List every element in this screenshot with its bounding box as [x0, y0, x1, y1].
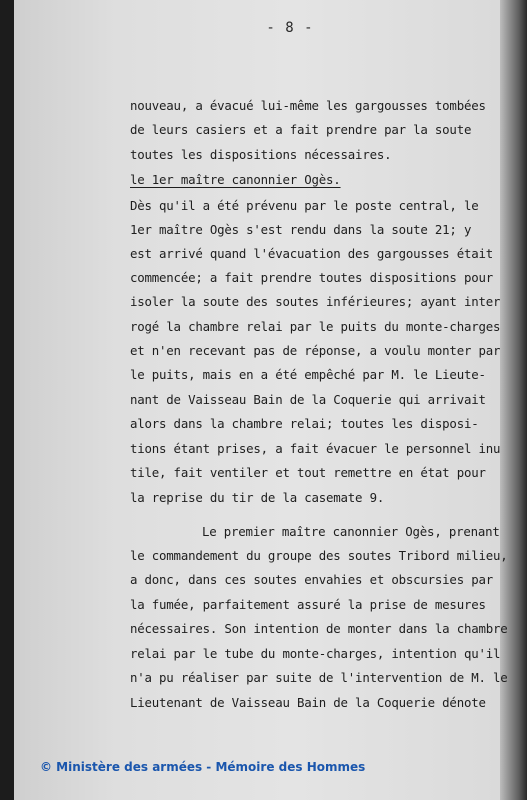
text-line: la fumée, parfaitement assuré la prise de mesures [130, 597, 486, 612]
text-line: toutes les dispositions nécessaires. [130, 147, 392, 162]
text-line: la reprise du tir de la casemate 9. [130, 490, 385, 505]
text-line: a donc, dans ces soutes envahies et obscursies par [130, 572, 493, 587]
page-number: - 8 - [266, 20, 314, 36]
text-line: tions étant prises, a fait évacuer le personnel inu [130, 441, 501, 456]
text-line: 1er maître Ogès s'est rendu dans la soute 21; y [130, 222, 472, 237]
text-line: Dès qu'il a été prévenu par le poste central, le [130, 198, 479, 213]
text-line: le commandement du groupe des soutes Tribord milieu, [130, 548, 508, 563]
section-heading: le 1er maître canonnier Ogès. [130, 172, 341, 187]
text-line: nécessaires. Son intention de monter dans la chambre [130, 621, 508, 636]
text-line: tile, fait ventiler et tout remettre en état pour [130, 465, 486, 480]
text-line: alors dans la chambre relai; toutes les disposi- [130, 416, 479, 431]
text-line: commencée; a fait prendre toutes dispositions pour [130, 270, 493, 285]
copyright-credit: © Ministère des armées - Mémoire des Hommes [40, 760, 366, 774]
text-line: Lieutenant de Vaisseau Bain de la Coquerie dénote [130, 695, 486, 710]
text-line: nant de Vaisseau Bain de la Coquerie qui arrivait [130, 392, 486, 407]
text-line: n'a pu réaliser par suite de l'intervention de M. le [130, 670, 508, 685]
text-line: nouveau, a évacué lui-même les gargousses tombées [130, 98, 486, 113]
text-line: isoler la soute des soutes inférieures; ayant inter [130, 294, 501, 309]
paragraph-start-line: Le premier maître canonnier Ogès, prenant [202, 524, 500, 539]
text-line: rogé la chambre relai par le puits du monte-charges [130, 319, 501, 334]
text-line: est arrivé quand l'évacuation des gargousses était [130, 246, 493, 261]
text-line: relai par le tube du monte-charges, intention qu'il [130, 646, 501, 661]
text-line: et n'en recevant pas de réponse, a voulu monter par [130, 343, 501, 358]
text-line: de leurs casiers et a fait prendre par la soute [130, 122, 472, 137]
text-line: le puits, mais en a été empêché par M. le Lieute- [130, 367, 486, 382]
